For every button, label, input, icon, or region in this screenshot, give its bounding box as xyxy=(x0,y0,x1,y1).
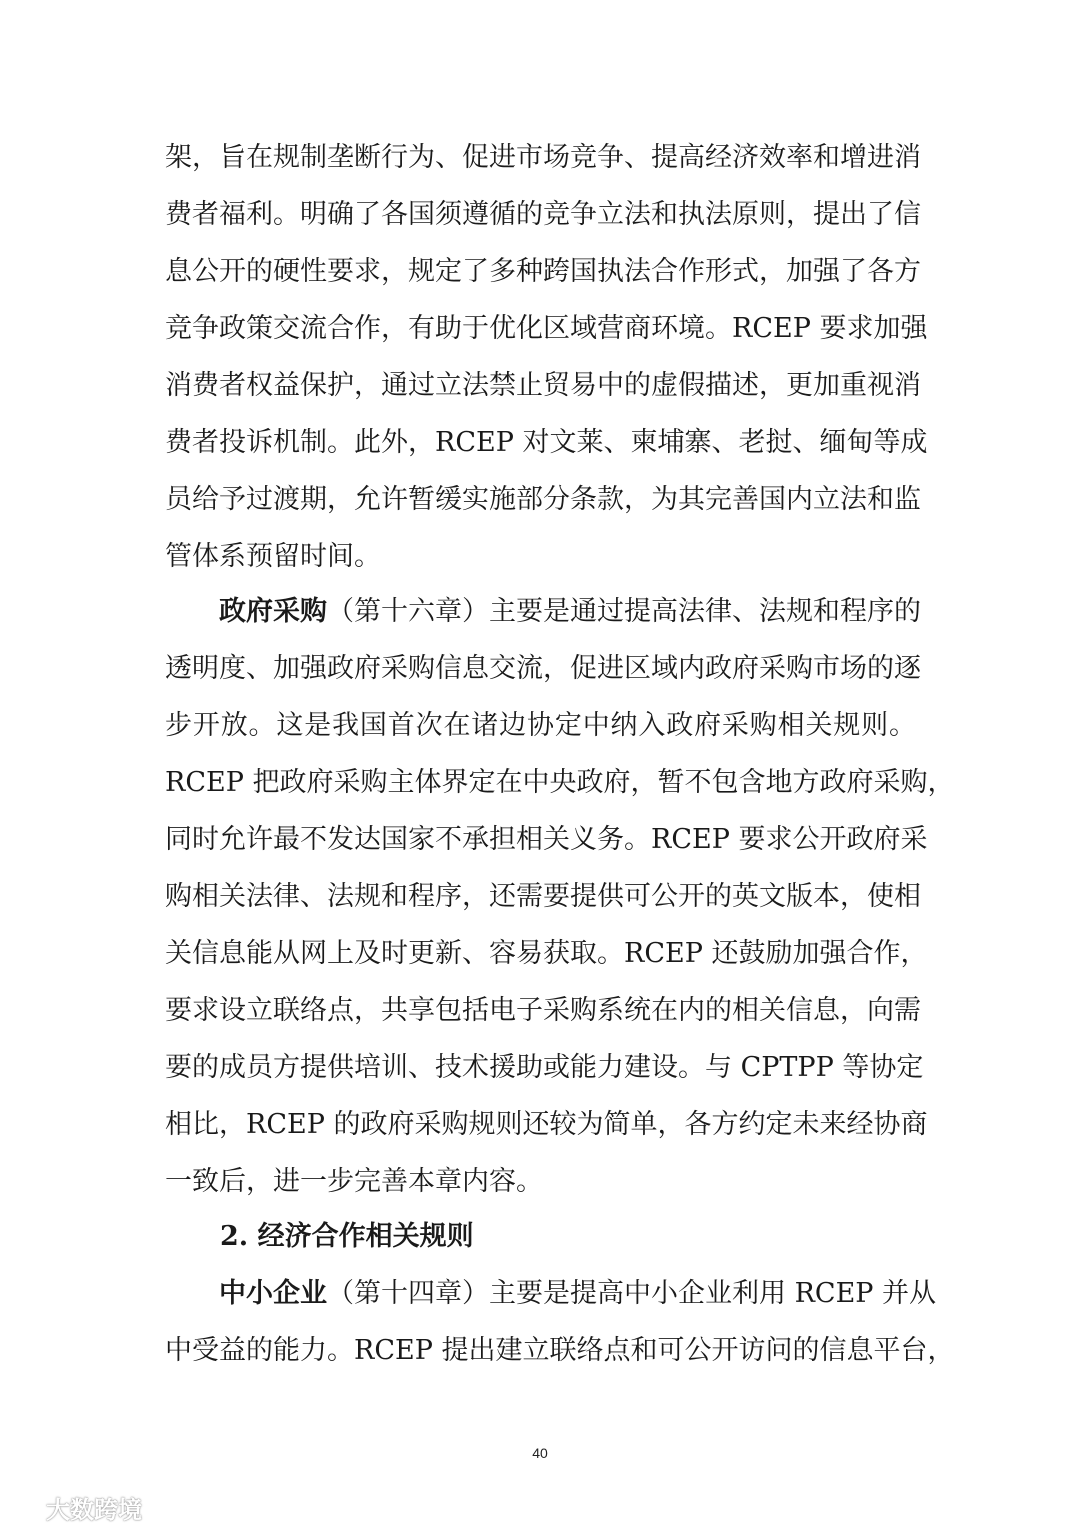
watermark xyxy=(8,1490,142,1525)
section-heading: 2. 经济合作相关规则 xyxy=(220,1221,474,1252)
paragraph-line: 员给予过渡期，允许暂缓实施部分条款，为其完善国内立法和监 xyxy=(165,484,921,515)
paragraph-line: 要的成员方提供培训、技术援助或能力建设。与 CPTPP 等协定 xyxy=(165,1052,924,1083)
paragraph-line: 购相关法律、法规和程序，还需要提供可公开的英文版本，使相 xyxy=(165,881,921,912)
paragraph-line: 同时允许最不发达国家不承担相关义务。RCEP 要求公开政府采 xyxy=(165,824,928,855)
paragraph-line: 关信息能从网上及时更新、容易获取。RCEP 还鼓励加强合作， xyxy=(165,938,928,969)
paragraph-line: 架，旨在规制垄断行为、促进市场竞争、提高经济效率和增进消 xyxy=(165,142,921,173)
paragraph-text: （第十六章）主要是通过提高法律、法规和程序的 xyxy=(327,596,921,627)
paragraph-text: （第十四章）主要是提高中小企业利用 RCEP 并从 xyxy=(327,1278,937,1309)
paragraph-line: 要求设立联络点，共享包括电子采购系统在内的相关信息，向需 xyxy=(165,995,921,1026)
paragraph-line: 管体系预留时间。 xyxy=(165,541,381,572)
watermark-logo-icon xyxy=(8,1493,42,1523)
page-number: 40 xyxy=(532,1445,548,1461)
paragraph-line: 费者投诉机制。此外，RCEP 对文莱、柬埔寨、老挝、缅甸等成 xyxy=(165,427,928,458)
paragraph-line: 透明度、加强政府采购信息交流，促进区域内政府采购市场的逐 xyxy=(165,653,921,684)
paragraph-line: 中受益的能力。RCEP 提出建立联络点和可公开访问的信息平台， xyxy=(165,1335,955,1366)
paragraph-lead-term: 中小企业 xyxy=(219,1278,327,1309)
paragraph-line: 相比，RCEP 的政府采购规则还较为简单，各方约定未来经协商 xyxy=(165,1109,928,1140)
paragraph-lead-term: 政府采购 xyxy=(219,596,327,627)
paragraph-first-line xyxy=(219,592,921,632)
paragraph-line: 一致后，进一步完善本章内容。 xyxy=(165,1166,543,1197)
paragraph-line: RCEP 把政府采购主体界定在中央政府，暂不包含地方政府采购， xyxy=(165,767,955,798)
paragraph-first-line xyxy=(219,1274,937,1314)
paragraph-line: 竞争政策交流合作，有助于优化区域营商环境。RCEP 要求加强 xyxy=(165,313,928,344)
paragraph-line: 步开放。这是我国首次在诸边协定中纳入政府采购相关规则。 xyxy=(165,710,916,741)
paragraph-line: 息公开的硬性要求，规定了多种跨国执法合作形式，加强了各方 xyxy=(165,256,921,287)
watermark-text: 大数跨境 xyxy=(46,1496,142,1524)
paragraph-line: 费者福利。明确了各国须遵循的竞争立法和执法原则，提出了信 xyxy=(165,199,921,230)
paragraph-line: 消费者权益保护，通过立法禁止贸易中的虚假描述，更加重视消 xyxy=(165,370,921,401)
